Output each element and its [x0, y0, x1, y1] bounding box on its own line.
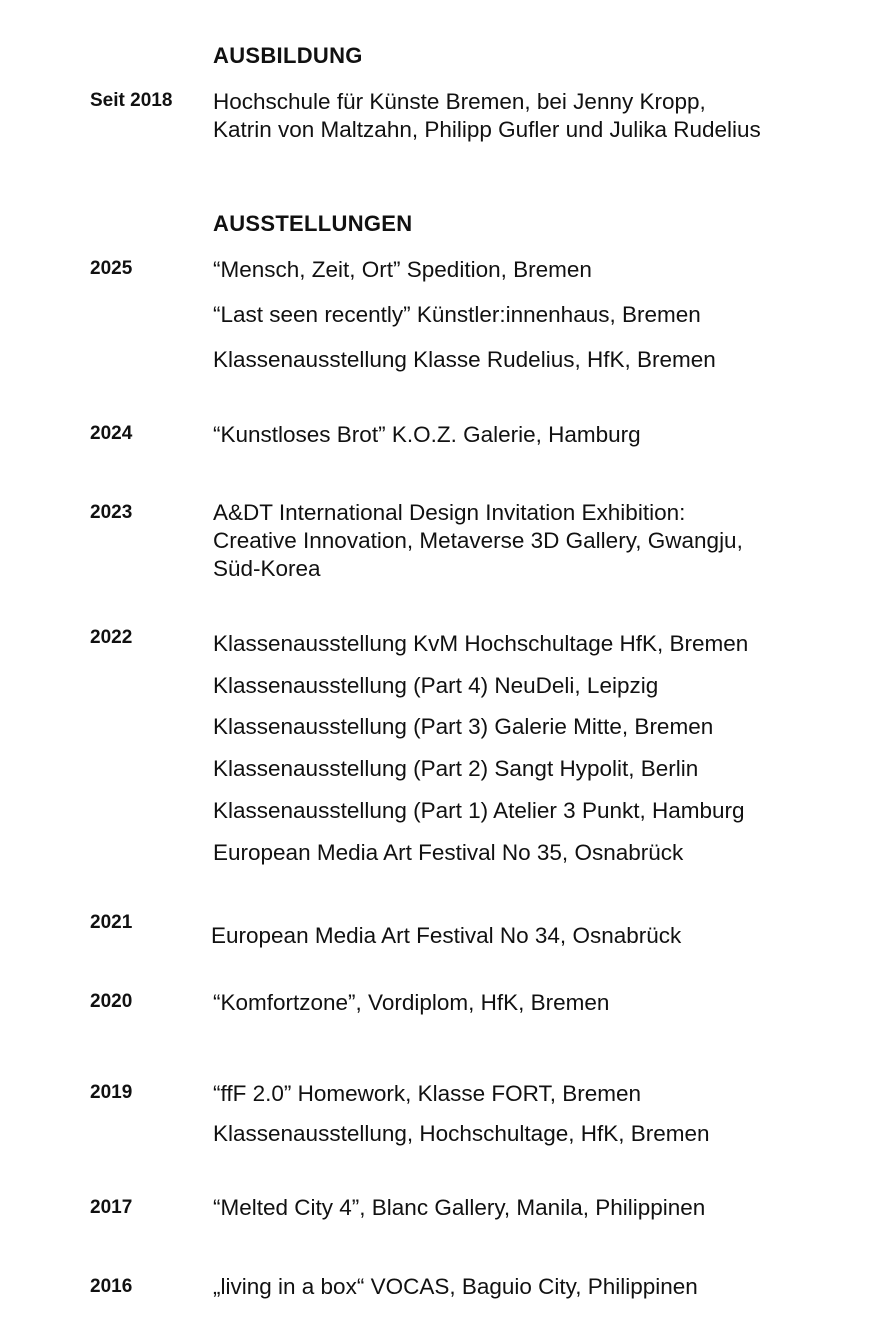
education-line: Hochschule für Künste Bremen, bei Jenny Kropp, — [213, 89, 706, 114]
exhibition-entry: Klassenausstellung (Part 1) Atelier 3 Punkt, Hamburg — [213, 798, 745, 823]
exhibition-entry: European Media Art Festival No 35, Osnabrück — [213, 840, 684, 865]
exhibition-entry: European Media Art Festival No 34, Osnabrück — [211, 923, 682, 948]
education-heading: AUSBILDUNG — [213, 43, 363, 68]
exhibition-year: 2019 — [90, 1082, 133, 1103]
exhibition-entry: “ffF 2.0” Homework, Klasse FORT, Bremen — [213, 1081, 642, 1106]
exhibitions-heading: AUSSTELLUNGEN — [213, 211, 413, 236]
exhibition-year: 2024 — [90, 423, 133, 444]
exhibition-year: 2020 — [90, 991, 133, 1012]
exhibition-year: 2025 — [90, 258, 133, 279]
education-line: Katrin von Maltzahn, Philipp Gufler und Julika Rudelius — [213, 117, 761, 142]
exhibition-year: 2022 — [90, 627, 133, 648]
exhibition-entry: Klassenausstellung (Part 4) NeuDeli, Leipzig — [213, 673, 659, 698]
exhibition-entry: “Last seen recently” Künstler:innenhaus, Bremen — [213, 302, 701, 327]
exhibition-entry: “Mensch, Zeit, Ort” Spedition, Bremen — [213, 257, 592, 282]
exhibition-year: 2016 — [90, 1276, 133, 1297]
exhibition-entry: Klassenausstellung, Hochschultage, HfK, Bremen — [213, 1121, 710, 1146]
exhibition-entry: A&DT International Design Invitation Exhibition: — [213, 500, 686, 525]
exhibition-year: 2017 — [90, 1197, 133, 1218]
exhibition-entry: Klassenausstellung Klasse Rudelius, HfK, Bremen — [213, 347, 716, 372]
exhibition-entry: „living in a box“ VOCAS, Baguio City, Philippinen — [213, 1274, 698, 1299]
education-year: Seit 2018 — [90, 90, 173, 111]
exhibition-entry: Süd-Korea — [213, 556, 321, 581]
exhibition-entry: Creative Innovation, Metaverse 3D Gallery, Gwangju, — [213, 528, 743, 553]
exhibition-entry: “Kunstloses Brot” K.O.Z. Galerie, Hamburg — [213, 422, 641, 447]
exhibition-year: 2023 — [90, 502, 133, 523]
exhibition-entry: Klassenausstellung (Part 2) Sangt Hypolit, Berlin — [213, 756, 699, 781]
exhibition-entry: “Komfortzone”, Vordiplom, HfK, Bremen — [213, 990, 610, 1015]
exhibition-entry: Klassenausstellung KvM Hochschultage HfK, Bremen — [213, 631, 749, 656]
exhibition-year: 2021 — [90, 912, 133, 933]
exhibition-entry: “Melted City 4”, Blanc Gallery, Manila, Philippinen — [213, 1195, 706, 1220]
exhibition-entry: Klassenausstellung (Part 3) Galerie Mitte, Bremen — [213, 714, 714, 739]
